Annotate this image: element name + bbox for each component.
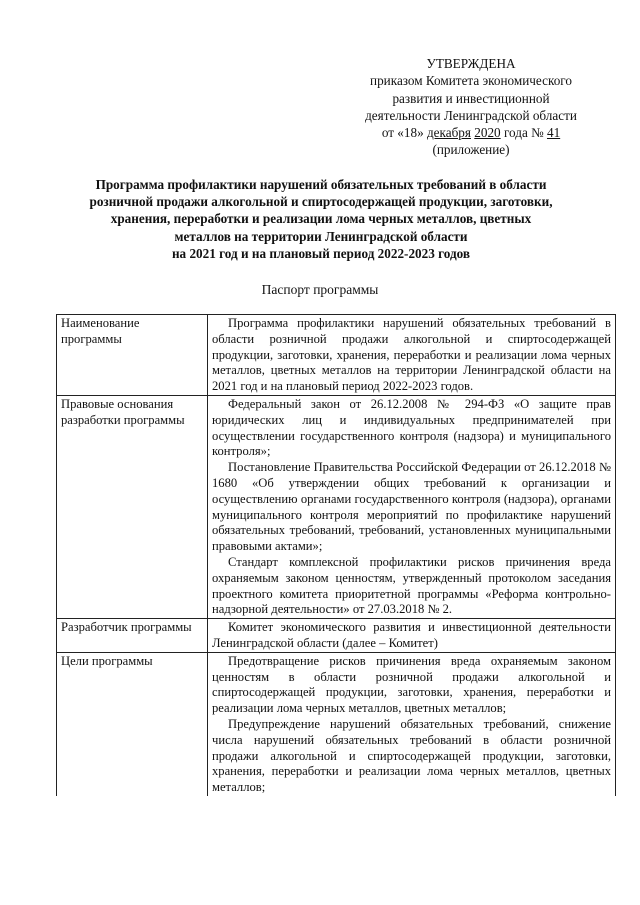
- passport-table: [56, 314, 616, 796]
- passport-table-body: [57, 315, 616, 796]
- row-value-cell: [208, 619, 616, 653]
- approval-appendix-note: (приложение): [432, 142, 510, 158]
- approval-order-line: приказом Комитета экономического: [370, 73, 572, 89]
- approval-date-mid: года №: [503, 125, 544, 141]
- table-row: [57, 395, 616, 618]
- row-paragraph: Постановление Правительства Российской Федерации от 26.12.2018 № 1680 «Об утверждении общих требований к организации и осуществлению органами государственного контроля (надзора), органами муниципального контроля мероприятий по профилактике нарушений обязательных требований, требований, установленных муниципальными правовыми актами»;: [212, 460, 611, 554]
- row-value-cell: [208, 395, 616, 618]
- row-paragraph: Стандарт комплексной профилактики рисков причинения вреда охраняемым законом ценностям, утвержденный протоколом заседания проектного комитета приоритетной программы «Реформа контрольно-надзорной деятельности» от 27.03.2018 № 2.: [212, 554, 611, 617]
- title-line: хранения, переработки и реализации лома черных металлов, цветных: [110, 211, 532, 227]
- approval-order-number: 41: [546, 125, 561, 141]
- approval-heading: УТВЕРЖДЕНА: [426, 56, 516, 71]
- approval-date-month: декабря: [426, 125, 471, 141]
- row-paragraph: Программа профилактики нарушений обязательных требований в области розничной продажи алкогольной и спиртосодержащей продукции, заготовки, хранения, переработки и реализации лома черных металлов, цветных металлов на территории Ленинградской области на 2021 год и на плановый период 2022-2023 годов.: [212, 316, 611, 394]
- approval-committee-line: развития и инвестиционной: [392, 90, 550, 106]
- table-row: [57, 619, 616, 653]
- row-value-cell: [208, 315, 616, 396]
- approval-region-line: деятельности Ленинградской области: [365, 107, 577, 123]
- row-paragraph: Федеральный закон от 26.12.2008 № 294-ФЗ «О защите прав юридических лиц и индивидуальных предпринимателей при осуществлении государственного контроля (надзора) и муниципального контроля»;: [212, 396, 611, 459]
- row-label-cell: Цели программы: [57, 652, 208, 796]
- approval-block: [342, 55, 600, 159]
- approval-date-line: [342, 124, 600, 141]
- section-subtitle: Паспорт программы: [261, 282, 379, 297]
- table-row: [57, 652, 616, 796]
- row-label-cell: Наименование программы: [57, 315, 208, 396]
- row-label-cell: Разработчик программы: [57, 619, 208, 653]
- table-row: [57, 315, 616, 396]
- row-paragraph: Предотвращение рисков причинения вреда охраняемым законом ценностям в области розничной продажи алкогольной и спиртосодержащей продукции, заготовки, хранения, переработки и реализации лома черных металлов, цветных металлов;: [212, 653, 611, 716]
- approval-date-prefix: от «18»: [381, 125, 424, 141]
- title-line: Программа профилактики нарушений обязательных требований в области: [95, 177, 547, 192]
- row-label-cell: Правовые основания разработки программы: [57, 395, 208, 618]
- document-title: [56, 176, 586, 262]
- approval-date-year: 2020: [474, 125, 501, 141]
- title-line: на 2021 год и на плановый период 2022-2023 годов: [171, 245, 471, 261]
- title-line: металлов на территории Ленинградской области: [174, 228, 468, 244]
- title-line: розничной продажи алкогольной и спиртосодержащей продукции, заготовки,: [89, 194, 553, 210]
- row-paragraph: Предупреждение нарушений обязательных требований, снижение числа нарушений обязательных требований в области розничной продажи алкогольной и спиртосодержащей продукции, заготовки, хранения, переработки и реализации лома черных металлов, цветных металлов;: [212, 716, 611, 795]
- row-value-cell: [208, 652, 616, 796]
- row-paragraph: Комитет экономического развития и инвестиционной деятельности Ленинградской области (далее – Комитет): [212, 620, 611, 650]
